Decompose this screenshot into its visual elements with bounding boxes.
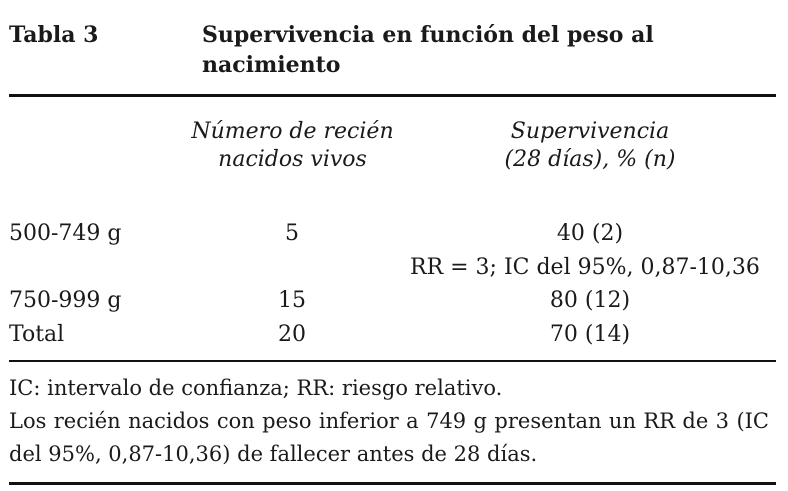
footnote-abbreviations: IC: intervalo de confianza; RR: riesgo relativo. — [9, 376, 503, 400]
footnote-interpretation: Los recién nacidos con peso inferior a 749 g presentan un RR de 3 (IC del 95%, 0,87-10,36) de fallecer antes de 28 días. — [9, 409, 769, 466]
relative-risk-note: RR = 3; IC del 95%, 0,87-10,36 — [410, 255, 760, 280]
middle-rule — [9, 360, 776, 362]
cell-births-total: 20 — [278, 322, 306, 347]
table-label: Tabla 3 — [9, 22, 99, 48]
row-label-500-749: 500-749 g — [9, 221, 122, 246]
cell-survival-500-749: 40 (2) — [556, 221, 624, 246]
top-rule — [9, 94, 776, 97]
column-header-survival: Supervivencia (28 días), % (n) — [504, 119, 676, 172]
row-label-total: Total — [9, 322, 65, 347]
cell-births-750-999: 15 — [278, 288, 306, 313]
row-label-750-999: 750-999 g — [9, 288, 122, 313]
cell-births-500-749: 5 — [285, 221, 299, 246]
column-header-births: Número de recién nacidos vivos — [191, 119, 394, 172]
cell-survival-total: 70 (14) — [549, 322, 631, 347]
cell-survival-750-999: 80 (12) — [549, 288, 631, 313]
table-title: Supervivencia en función del peso al nacimiento — [202, 22, 654, 78]
bottom-rule — [9, 482, 776, 485]
